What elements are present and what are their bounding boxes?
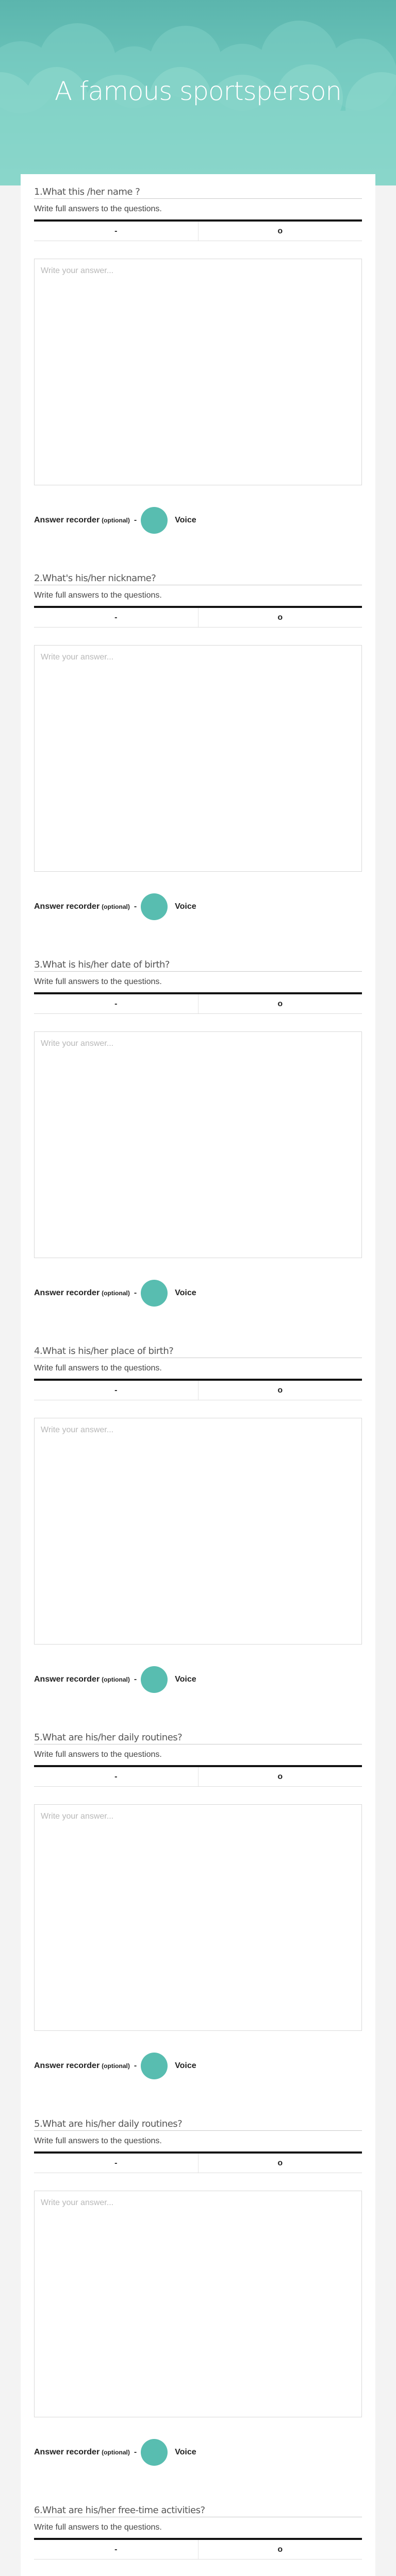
voice-record-button[interactable] bbox=[141, 893, 168, 920]
answer-field[interactable] bbox=[34, 259, 362, 485]
answer-recorder bbox=[34, 891, 196, 922]
toolbar-dash-button[interactable]: - bbox=[34, 2154, 199, 2173]
voice-label: Voice bbox=[175, 516, 196, 524]
question-title: 1.What this /her name ? bbox=[34, 174, 362, 199]
answer-field[interactable] bbox=[34, 1804, 362, 2031]
question-title: 3.What is his/her date of birth? bbox=[34, 947, 362, 972]
question-title: 5.What are his/her daily routines? bbox=[34, 1720, 362, 1744]
voice-record-button[interactable] bbox=[141, 1666, 168, 1693]
toolbar-dash-button[interactable]: - bbox=[34, 1767, 199, 1786]
voice-record-button[interactable] bbox=[141, 1280, 168, 1307]
question-block bbox=[34, 1720, 362, 2031]
recorder-optional-label: (optional) bbox=[102, 1676, 130, 1683]
toolbar-o-button[interactable]: o bbox=[277, 1772, 283, 1781]
question-block bbox=[34, 561, 362, 872]
page-title: A famous sportsperson bbox=[54, 76, 342, 106]
toolbar-dash-button[interactable]: - bbox=[34, 994, 199, 1013]
question-block bbox=[34, 2106, 362, 2417]
recorder-optional-label: (optional) bbox=[102, 1290, 130, 1297]
recorder-optional-label: (optional) bbox=[102, 903, 130, 910]
toolbar-o-button[interactable]: o bbox=[277, 226, 283, 235]
question-instruction: Write full answers to the questions. bbox=[34, 205, 162, 213]
toolbar-o-button[interactable]: o bbox=[277, 999, 283, 1008]
recorder-separator: - bbox=[134, 1289, 137, 1297]
toolbar-o-button[interactable]: o bbox=[277, 2158, 283, 2167]
header-banner bbox=[0, 0, 396, 185]
question-instruction: Write full answers to the questions. bbox=[34, 1750, 162, 1759]
recorder-label: Answer recorder bbox=[34, 2061, 100, 2070]
recorder-separator: - bbox=[134, 516, 137, 524]
question-title: 2.What's his/her nickname? bbox=[34, 561, 362, 585]
answer-toolbar bbox=[34, 2151, 362, 2191]
question-block bbox=[34, 174, 362, 485]
recorder-optional-label: (optional) bbox=[102, 2449, 130, 2456]
voice-label: Voice bbox=[175, 1289, 196, 1297]
toolbar-dash-button[interactable]: - bbox=[34, 608, 199, 627]
answer-recorder bbox=[34, 2050, 196, 2081]
question-title: 6.What are his/her free-time activities? bbox=[34, 2493, 362, 2517]
question-instruction: Write full answers to the questions. bbox=[34, 1364, 162, 1372]
recorder-separator: - bbox=[134, 2448, 137, 2456]
answer-toolbar bbox=[34, 1765, 362, 1804]
worksheet-card bbox=[21, 174, 375, 2576]
voice-label: Voice bbox=[175, 902, 196, 911]
recorder-optional-label: (optional) bbox=[102, 2062, 130, 2070]
answer-toolbar bbox=[34, 2538, 362, 2576]
recorder-label: Answer recorder bbox=[34, 902, 100, 911]
answer-toolbar bbox=[34, 1379, 362, 1418]
toolbar-o-button[interactable]: o bbox=[277, 613, 283, 622]
answer-field[interactable] bbox=[34, 1418, 362, 1645]
question-title: 5.What are his/her daily routines? bbox=[34, 2106, 362, 2131]
question-block bbox=[34, 947, 362, 1258]
toolbar-dash-button[interactable]: - bbox=[34, 2540, 199, 2559]
answer-recorder bbox=[34, 1278, 196, 1309]
answer-recorder bbox=[34, 1664, 196, 1695]
answer-recorder bbox=[34, 505, 196, 536]
answer-toolbar bbox=[34, 606, 362, 645]
answer-toolbar bbox=[34, 992, 362, 1031]
question-block bbox=[34, 1333, 362, 1645]
toolbar-o-button[interactable]: o bbox=[277, 1385, 283, 1395]
voice-record-button[interactable] bbox=[141, 2053, 168, 2079]
voice-record-button[interactable] bbox=[141, 2439, 168, 2466]
toolbar-o-button[interactable]: o bbox=[277, 2545, 283, 2554]
recorder-separator: - bbox=[134, 2061, 137, 2070]
question-instruction: Write full answers to the questions. bbox=[34, 977, 162, 986]
voice-record-button[interactable] bbox=[141, 507, 168, 534]
toolbar-dash-button[interactable]: - bbox=[34, 1381, 199, 1400]
recorder-label: Answer recorder bbox=[34, 1675, 100, 1684]
voice-label: Voice bbox=[175, 1675, 196, 1684]
question-title: 4.What is his/her place of birth? bbox=[34, 1333, 362, 1358]
answer-recorder bbox=[34, 2437, 196, 2468]
toolbar-dash-button[interactable]: - bbox=[34, 222, 199, 241]
recorder-optional-label: (optional) bbox=[102, 517, 130, 524]
question-instruction: Write full answers to the questions. bbox=[34, 2523, 162, 2532]
question-instruction: Write full answers to the questions. bbox=[34, 2137, 162, 2145]
answer-field[interactable] bbox=[34, 645, 362, 872]
voice-label: Voice bbox=[175, 2448, 196, 2456]
answer-toolbar bbox=[34, 219, 362, 259]
question-block bbox=[34, 2493, 362, 2576]
answer-field[interactable] bbox=[34, 2191, 362, 2417]
recorder-label: Answer recorder bbox=[34, 2448, 100, 2456]
voice-label: Voice bbox=[175, 2061, 196, 2070]
recorder-label: Answer recorder bbox=[34, 516, 100, 524]
recorder-separator: - bbox=[134, 1675, 137, 1684]
question-instruction: Write full answers to the questions. bbox=[34, 591, 162, 600]
recorder-separator: - bbox=[134, 902, 137, 911]
answer-field[interactable] bbox=[34, 1031, 362, 1258]
recorder-label: Answer recorder bbox=[34, 1289, 100, 1297]
